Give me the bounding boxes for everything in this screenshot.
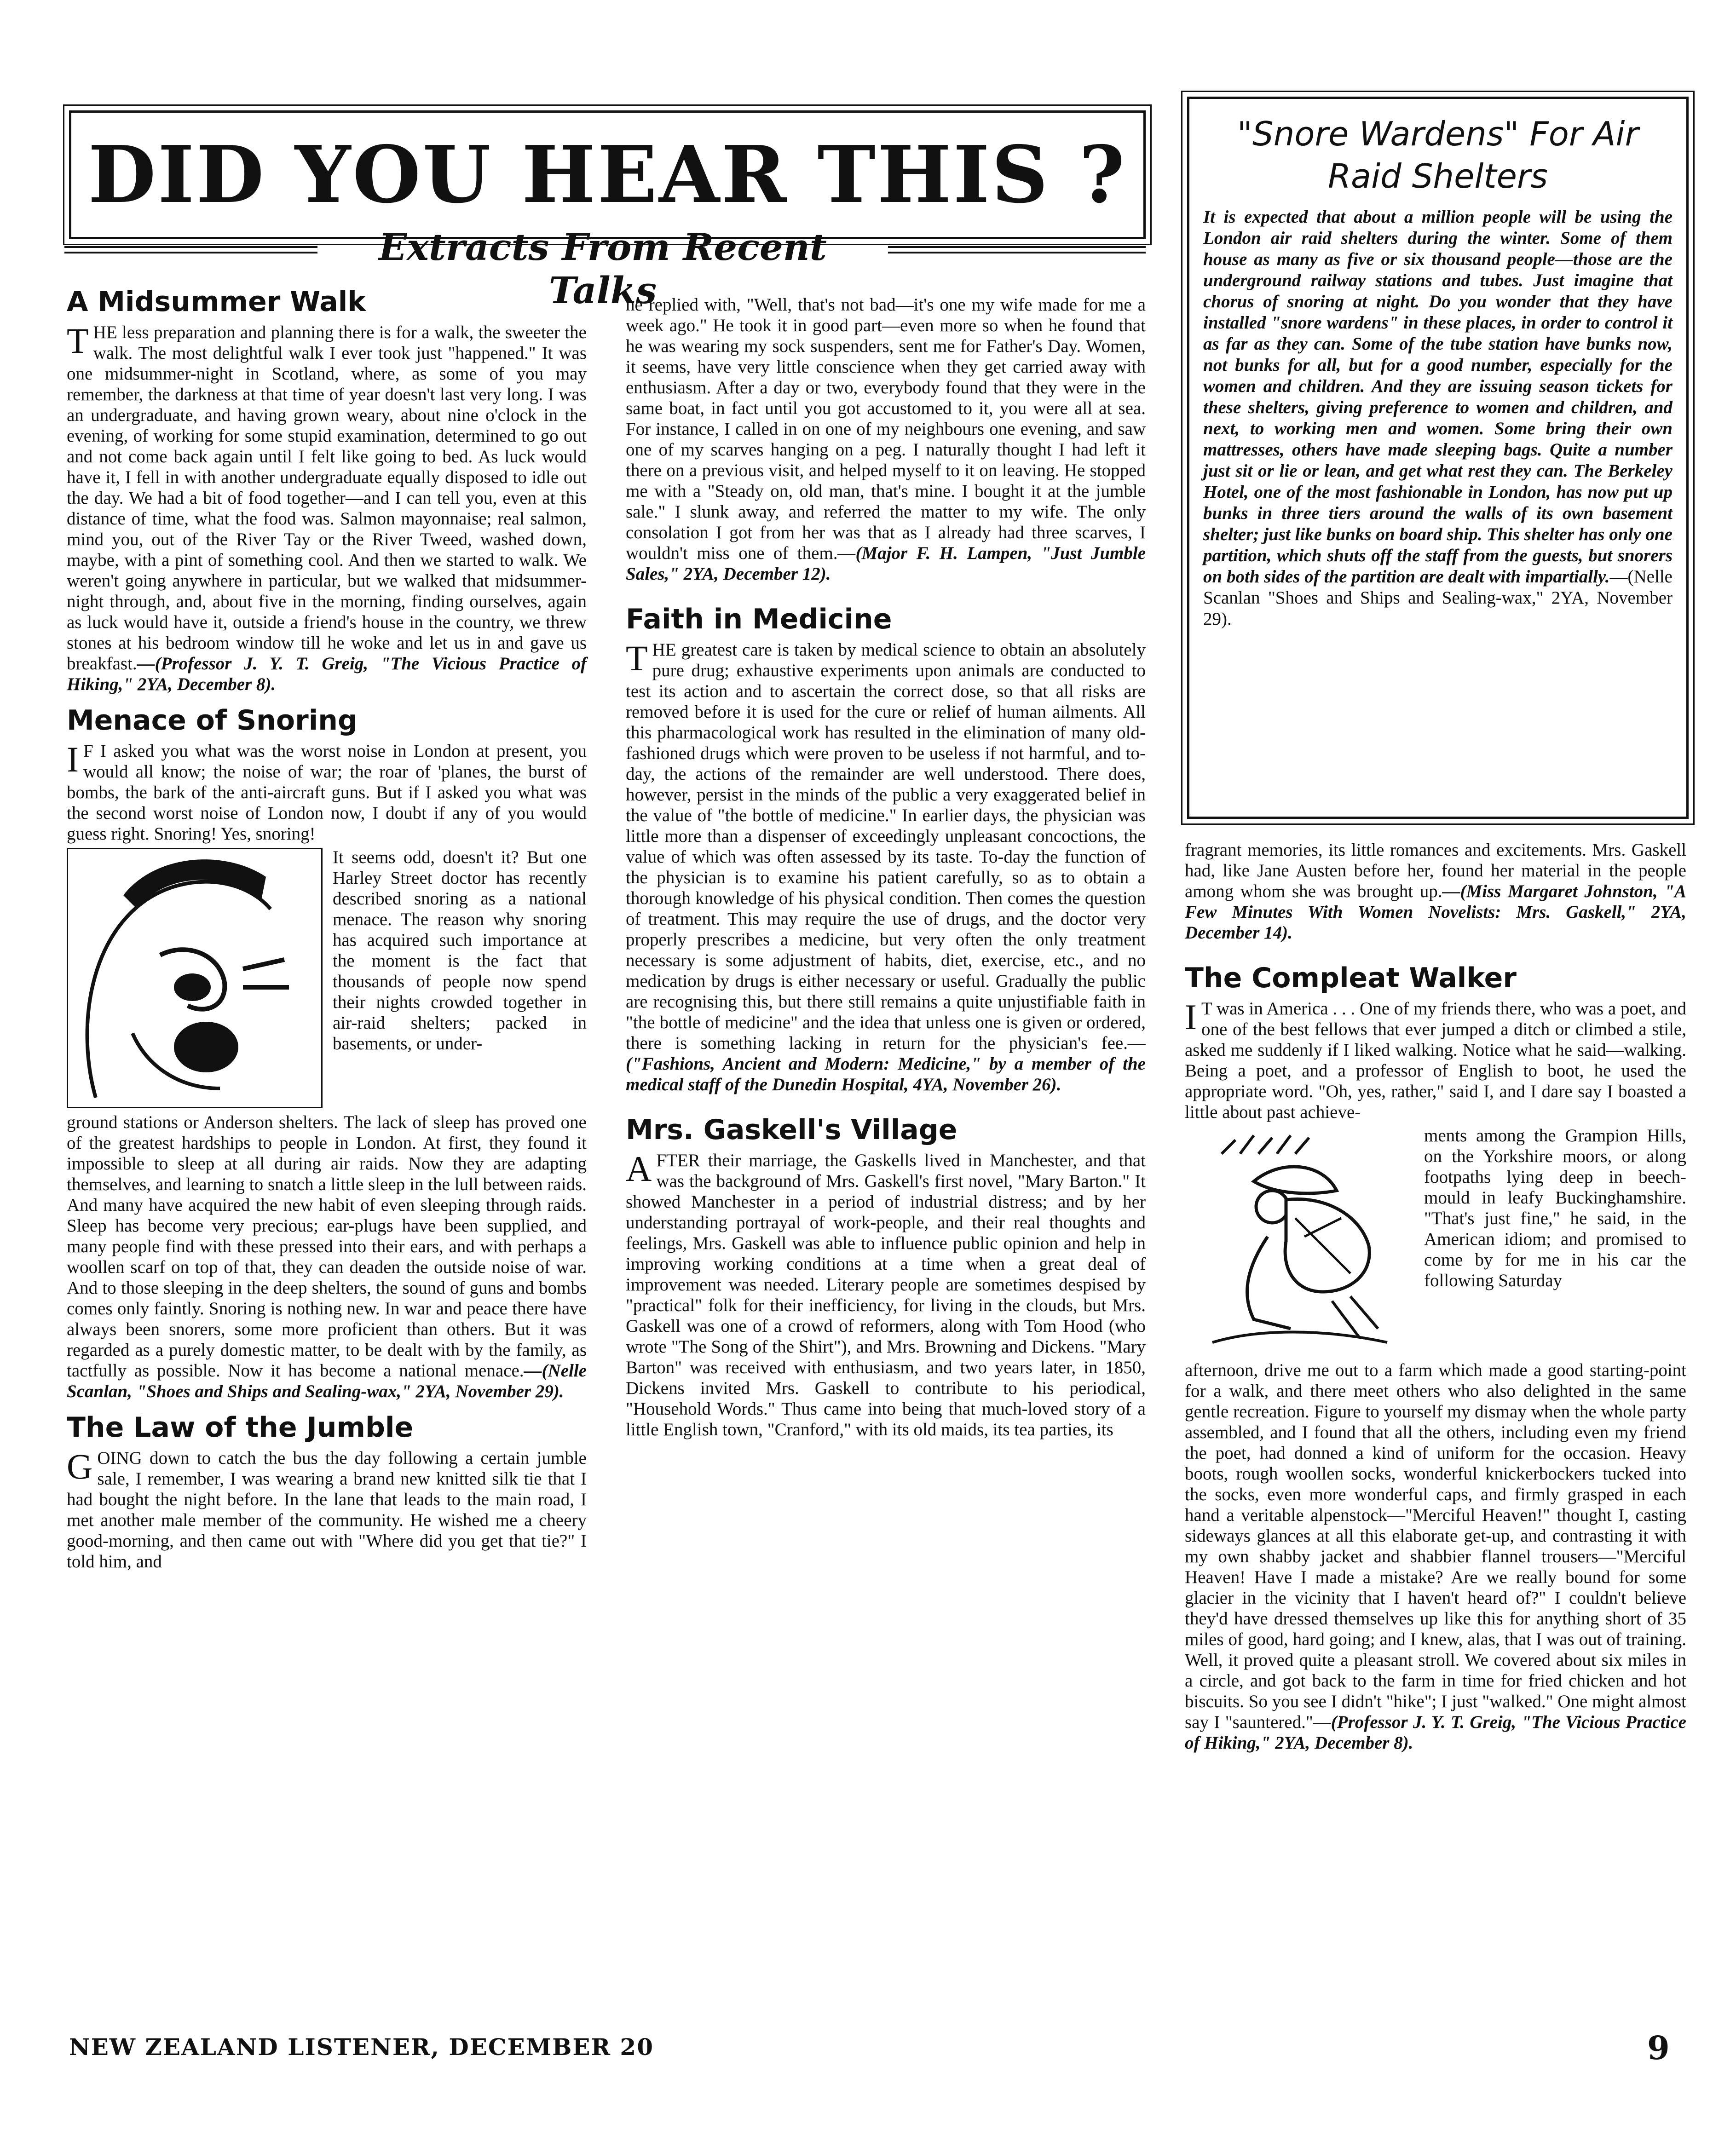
walker-illustration [1185,1126,1415,1356]
article-text: OING down to catch the bus the day following a certain jumble sale, I remember, I was wearing a brand new knitted silk tie that I had bought the night before. In the lane that leads to the main road, I met another male member of the community. He wished me a cheery good-morning, and then came out with "Where did you get that tie?" I told him, and [67,1448,587,1572]
masthead-subtitle: Extracts From Recent Talks [379,225,827,312]
dropcap: T [67,321,89,361]
citation: —(Nelle Scanlan, "Shoes and Ships and Sealing-wax," 2YA, November 29). [67,1361,587,1401]
heading-mrs-gaskells-village: Mrs. Gaskell's Village [626,1114,957,1146]
article-text: FTER their marriage, the Gaskells lived in Manchester, and that was the background of Mrs. Gaskell's first novel, "Mary Barton." It showed Manchester in a period of industrial distress; and by her understanding portrayal of work-people, and their real thoughts and feelings, Mrs. Gaskell was able to influence public opinion and help in improving working conditions at a time when a great deal of improvement was needed. Literary people are sometimes despised by "practical" folk for their inefficiency, for living in the clouds, but Mrs. Gaskell was one of a crowd of reformers, along with Tom Hood (who wrote "The Song of the Shirt"), and Mrs. Browning and Dickens. "Mary Barton" was received with enthusiasm, and two years later, in 1850, Dickens invited Mrs. Gaskell to contribute to his periodical, "Household Words." Thus came into being that much-loved story of a little English town, "Cranford," with its old maids, its tea parties, its [626,1151,1146,1439]
snoring-man-illustration [67,848,323,1108]
dropcap: I [1185,997,1197,1037]
article-text: T was in America . . . One of my friends there, who was a poet, and one of the best fellows that ever jumped a ditch or climbed a stile, asked me suddenly if I liked walking. Notice what he said—walking. Being a poet, and a professor of English to boot, he used the appropriate word. "Oh, yes, rather," said I, and I dare say I boasted a little about past achieve- [1185,999,1686,1122]
article-text: HE greatest care is taken by medical science to obtain an absolutely pure drug; exhaustive experiments upon animals are conducted to test its action and to ascertain the correct dose, so that all risks are removed before it is used for the cure or relief of human ailments. All this pharmacological work has resulted in the elimination of many old-fashioned drugs which were proven to be useless if not harmful, and to-day, the actions of the remainder are well understood. There does, however, persist in the minds of the public a very exaggerated belief in the value of "the bottle of medicine." In earlier days, the physician was little more than a dispenser of exceedingly unpleasant concoctions, the value of which was often assessed by its taste. To-day the function of the physician is to examine his patient carefully, so as to obtain a thorough knowledge of his physical condition. Then comes the question of treatment. This may require the use of drugs, and the doctor very properly prescribes a medicine, but very often the only treatment necessary is some adjustment of habits, diet, exercise, etc., and no medication by drugs is either necessary or useful. Gradually the public are recognising this, but there still remains a quite unjustifiable faith in "the bottle of medicine" and the idea that unless one is given or ordered, there is something lacking in return for the physician's fee. [626,640,1146,1053]
article-text: ground stations or Anderson shelters. The lack of sleep has proved one of the greatest hardships to people in London. At first, they found it impossible to sleep at all during air raids. Now they are adapting themselves, and learning to snatch a little sleep in the lull between raids. And many have acquired the new habit of even sleeping through raids. Sleep has become very precious; ear-plugs have been supplied, and many people find with these pressed into their ears, and with perhaps a woollen scarf on top of that, they can deaden the outside noise of war. And to those sleeping in the deep shelters, the sound of guns and bombs comes only faintly. Snoring is nothing new. In war and peace there have always been snorers, some more proficient than others. But it was regarded as a purely domestic matter, to be dealt with by the family, as tactfully as possible. Now it has become a national menace. [67,1112,587,1381]
sidebar-body [1203,207,1673,630]
article-compleat-walker-wrap: ments among the Grampion Hills, on the Yorkshire moors, or along footpaths lying deep in beech-mould in leafy Buckinghamshire. "That's just fine," he said, in the American idiom; and promised to come by for me in his car the following Saturday [1424,1126,1686,1290]
footer-publication-line: NEW ZEALAND LISTENER, DECEMBER 20 [69,2033,654,2061]
article-faith-in-medicine [626,639,1146,1095]
snoring-face-icon [68,849,321,1107]
dropcap: A [626,1149,652,1189]
citation: —(Professor J. Y. T. Greig, "The Vicious Practice of Hiking," 2YA, December 8). [1185,1712,1686,1753]
article-mrs-gaskells-village [626,1150,1146,1440]
article-compleat-walker-top [1185,998,1686,1123]
article-text: fragrant memories, its little romances and excitements. Mrs. Gaskell had, like Jane Austen before her, found her material in the people among whom she was brought up. [1185,840,1686,901]
article-mrs-gaskells-village-cont [1185,840,1686,943]
sidebar-box [1187,97,1689,819]
citation: —(Major F. H. Lampen, "Just Jumble Sales," 2YA, December 12). [626,543,1146,584]
article-law-of-the-jumble [67,1448,587,1572]
dropcap: G [67,1446,93,1486]
subtitle-rule-right [888,246,1146,253]
masthead-title: DID YOU HEAR THIS ? [88,129,1127,221]
article-text: F I asked you what was the worst noise in London at present, you would all know; the noise of war; the roar of 'planes, the burst of bombs, the bark of the anti-aircraft guns. But if I asked you what was the second worst noise of London now, I doubt if any of you would guess right. Snoring! Yes, snoring! [67,741,587,844]
dropcap: T [626,638,648,678]
column-2 [626,294,1146,1440]
heading-menace-of-snoring: Menace of Snoring [67,704,358,737]
article-text: HE less preparation and planning there is for a walk, the sweeter the walk. The most delightful walk I ever took just "happened." It was one midsummer-night in Scotland, where, as some of you may remember, the darkness at that time of year doesn't last very long. I was an undergraduate, and having grown weary, about nine o'clock in the evening, of working for some stupid examination, determined to go out and not come back again until I felt like going to bed. As luck would have it, I fell in with another undergraduate equally disposed to idle out the day. We had a bit of food together—and I can tell you, even at this distance of time, what the food was. Salmon mayonnaise; real salmon, mind you, out of the River Tay or the River Tweed, washed down, maybe, with a pint of something cool. And then we started to walk. We weren't going anywhere in particular, but we walked that midsummer-night through, and, about five in the morning, finding ourselves, again as luck would have it, outside a friend's house in the country, we threw stones at his bedroom window till he woke and let us in and gave us breakfast. [67,322,587,674]
subtitle-rule-left [64,246,317,253]
citation: —(Professor J. Y. T. Greig, "The Vicious Practice of Hiking," 2YA, December 8). [67,654,587,694]
article-text: he replied with, "Well, that's not bad—it's one my wife made for me a week ago." He took it in good part—even more so when he found that he was wearing my sock suspenders, sent me for Father's Day. Women, it seems, have very little conscience when they get carried away with enthusiasm. After a day or two, everybody found that they were in the same boat, in fact until you got accustomed to it, you were all at sea. For instance, I called in on one of my neighbours one evening, and saw one of my scarves hanging on a peg. I naturally thought I had left it there on a previous visit, and helped myself to it on leaving. He stopped me with a "Steady on, old man, that's mine. I bought it at the jumble sale." I slunk away, and referred the matter to my wife. The only consolation I got from her was that as I already had three scarves, I wouldn't miss one of them. [626,295,1146,563]
heading-compleat-walker: The Compleat Walker [1185,962,1517,994]
column-1 [67,285,587,1572]
citation: —("Fashions, Ancient and Modern: Medicine," by a member of the medical staff of the Dunedin Hospital, 4YA, November 26). [626,1033,1146,1094]
sidebar-title: "Snore Wardens" For Air Raid Shelters [1237,115,1639,196]
page-number: 9 [1647,2029,1671,2067]
article-text: afternoon, drive me out to a farm which made a good starting-point for a walk, and there meet others who also delighted in the same gentle recreation. Figure to yourself my dismay when the whole party assembled, and I found that all the others, including even my friend the poet, had donned a kind of uniform for the occasion. Heavy boots, rough woollen socks, wonderful knickerbockers tucked into the socks, even more wonderful caps, and firmly grasped in each hand a veritable alpenstock—"Merciful Heaven!" thought I, casting sideways glances at all this elaborate get-up, and contrasting it with my own shabby jacket and shabbier flannel trousers—"Merciful Heaven! Have I made a mistake? Are we really bound for some glacier in the vicinity that I haven't heard of?" I couldn't believe they'd have dressed themselves up like this for anything short of 35 miles of good, hard going; and I knew, alas, that I was out of training. Well, it proved quite a pleasant stroll. We covered about six miles in a circle, and got back to the farm in time for fried chicken and hot biscuits. So you see I didn't "hike"; I just "walked." One might almost say I "sauntered." [1185,1360,1686,1732]
masthead-box [69,110,1146,239]
heading-law-of-the-jumble: The Law of the Jumble [67,1411,414,1444]
article-menace-of-snoring-top [67,741,587,844]
heading-midsummer-walk: A Midsummer Walk [67,286,366,318]
hiker-icon [1185,1126,1415,1356]
sidebar-citation: —(Nelle Scanlan "Shoes and Ships and Sealing-wax," 2YA, November 29). [1203,567,1673,629]
article-law-of-the-jumble-cont [626,294,1146,584]
citation: —(Miss Margaret Johnston, "A Few Minutes With Women Novelists: Mrs. Gaskell," 2YA, December 14). [1185,881,1687,943]
column-3 [1185,840,1686,1753]
article-menace-of-snoring-rest [67,1112,587,1402]
sidebar-body-text: It is expected that about a million people will be using the London air raid shelters during the winter. Some of them house as many as five or six thousand people—those are the underground railway stations and tubes. Just imagine that chorus of snoring at night. Do you wonder that they have installed "snore wardens" in these places, in order to control it as far as they can. Some of the tube station have bunks now, not bunks for all, but for a good number, especially for the women and children. And they are issuing season tickets for these shelters, giving preference to women and children, and next, to working men and women. Some bring their own mattresses, others have made sleeping bags. Quite a number just sit or lie or lean, and get what rest they can. The Berkeley Hotel, one of the most fashionable in London, has now put up bunks in three tiers around the walls of its own basement shelter; just like bunks on board ship. This shelter has only one partition, which shuts off the staff from the guests, but snorers on both sides of the partition are dealt with impartially. [1203,207,1673,587]
article-menace-of-snoring-wrap: It seems odd, doesn't it? But one Harley Street doctor has recently described snoring as a national menace. The reason why snoring has acquired such importance at the moment is the fact that thousands of people now spend their nights crowded together in air-raid shelters; packed in basements, or under- [333,847,587,1053]
article-compleat-walker-rest [1185,1360,1686,1753]
heading-faith-in-medicine: Faith in Medicine [626,603,892,635]
dropcap: I [67,739,79,779]
article-midsummer-walk [67,322,587,695]
